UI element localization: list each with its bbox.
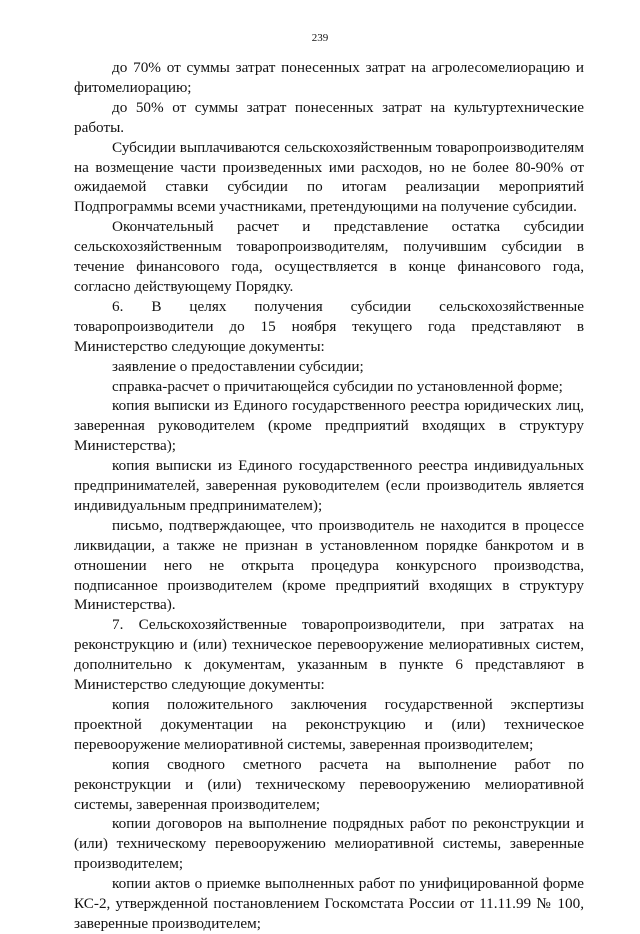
paragraph: копии договоров на выполнение подрядных работ по реконструкции и (или) техническому перевооружению мелиоративной системы, заверенные производителем; [74, 815, 584, 873]
page-number: 239 [311, 32, 329, 44]
paragraph: копии актов о приемке выполненных работ по унифицированной форме КС-2, утвержденной постановлением Госкомстата России от 11.11.99 № 100, заверенные производителем; [74, 875, 584, 932]
paragraph: до 50% от суммы затрат понесенных затрат на культуртехнические работы. [74, 98, 584, 136]
paragraph: справка-расчет о причитающейся субсидии по установленной форме; [112, 377, 563, 395]
paragraph: Окончательный расчет и представление остатка субсидии сельскохозяйственным товаропроизводителям, получившим субсидии в течение финансового года, осуществляется в конце финансового года, согласно действующему Порядку. [74, 218, 584, 295]
paragraph: копия выписки из Единого государственного реестра индивидуальных предпринимателей, заверенная руководителем (если производитель является индивидуальным предпринимателем); [74, 457, 584, 514]
paragraph: Субсидии выплачиваются сельскохозяйственным товаропроизводителям на возмещение части произведенных ими расходов, но не более 80-90% от ожидаемой ставки субсидии по итогам реализации мероприятий Подпрограммы всеми участниками, претендующими на получение субсидии. [74, 138, 584, 216]
document-body [74, 58, 584, 934]
paragraph: заявление о предоставлении субсидии; [112, 357, 364, 375]
paragraph: письмо, подтверждающее, что производитель не находится в процессе ликвидации, а также не признан в установленном порядке банкротом и в отношении него не открыта процедура конкурсного производства, подписанное производителем (кроме предприятий входящих в структуру Министерства). [74, 516, 584, 614]
paragraph: до 70% от суммы затрат понесенных затрат на агролесомелиорацию и фитомелиорацию; [74, 59, 584, 96]
paragraph: копия выписки из Единого государственного реестра юридических лиц, заверенная руководителем (кроме предприятий входящих в структуру Министерства); [74, 397, 584, 455]
paragraph: 7. Сельскохозяйственные товаропроизводители, при затратах на реконструкцию и (или) техническое перевооружение мелиоративных систем, дополнительно к документам, указанным в пункте 6 представляют в Министерство следующие документы: [74, 616, 584, 694]
paragraph: 6. В целях получения субсидии сельскохозяйственные товаропроизводители до 15 ноября текущего года представляют в Министерство следующие документы: [74, 297, 584, 355]
paragraph: копия сводного сметного расчета на выполнение работ по реконструкции и (или) техническому перевооружению мелиоративной системы, заверенная производителем; [74, 755, 584, 813]
paragraph: копия положительного заключения государственной экспертизы проектной документации на реконструкцию и (или) техническое перевооружение мелиоративной системы, заверенная производителем; [74, 696, 584, 753]
